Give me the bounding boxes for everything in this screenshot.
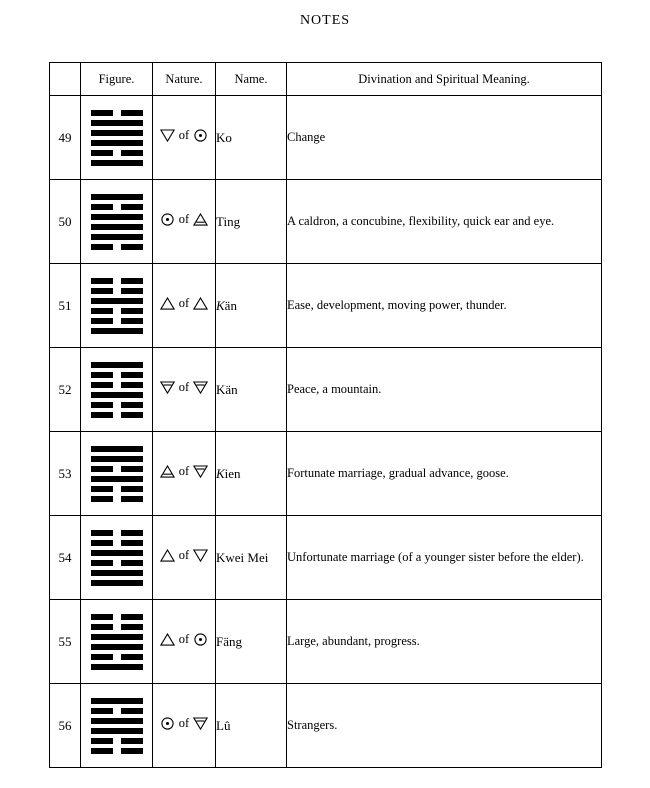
table-row [50,684,602,768]
hexagram-line-broken [91,244,143,250]
hexagram-nature-cell [153,516,216,600]
table-header-row [50,63,602,96]
hexagram-nature-cell [153,264,216,348]
hexagram-line-solid [91,214,143,220]
nature-formula [160,548,208,563]
hexagram-number: 52 [50,348,81,432]
circled-dot-icon [193,129,208,142]
hexagram-figure-cell [81,348,153,432]
hexagram-number: 49 [50,96,81,180]
hexagram-figure [91,110,143,166]
circled-dot-icon [160,213,175,226]
hexagram-line-broken [91,738,143,744]
hexagram-meaning: A caldron, a concubine, flexibility, quick ear and eye. [287,180,602,264]
header-number [50,63,81,96]
inverted-triangle-with-bar-icon [193,717,208,730]
circled-dot-icon [160,717,175,730]
hexagram-nature-cell [153,684,216,768]
hexagram-line-broken [91,614,143,620]
hexagram-line-solid [91,140,143,146]
page-title: NOTES [299,13,351,28]
hexagram-line-solid [91,664,143,670]
table-row [50,348,602,432]
hexagram-number: 53 [50,432,81,516]
hexagram-line-broken [91,466,143,472]
hexagram-line-broken [91,308,143,314]
hexagram-nature-cell [153,96,216,180]
hexagram-figure [91,194,143,250]
hexagram-line-broken [91,278,143,284]
hexagram-name: Lû [216,684,287,768]
hexagram-line-solid [91,120,143,126]
hexagram-figure [91,698,143,754]
nature-formula [160,380,208,395]
hexagram-figure-cell [81,684,153,768]
hexagram-number: 51 [50,264,81,348]
inverted-triangle-icon [193,549,208,562]
triangle-icon [160,633,175,646]
hexagram-line-broken [91,748,143,754]
nature-connector: of [178,716,190,730]
hexagram-line-solid [91,728,143,734]
hexagram-nature-cell [153,348,216,432]
hexagram-line-solid [91,718,143,724]
hexagram-line-solid [91,160,143,166]
hexagram-number: 55 [50,600,81,684]
hexagram-name: Ting [216,180,287,264]
inverted-triangle-with-bar-icon [193,465,208,478]
hexagram-figure-cell [81,180,153,264]
hexagram-line-broken [91,624,143,630]
hexagram-line-broken [91,402,143,408]
hexagram-number: 54 [50,516,81,600]
nature-formula [160,296,208,311]
hexagram-line-solid [91,362,143,368]
inverted-triangle-with-bar-icon [160,381,175,394]
hexagram-line-broken [91,540,143,546]
hexagram-figure [91,530,143,586]
hexagram-figure-cell [81,96,153,180]
hexagram-line-solid [91,234,143,240]
hexagram-line-broken [91,708,143,714]
header-meaning: Divination and Spiritual Meaning. [287,63,602,96]
nature-connector: of [178,380,190,394]
hexagram-figure [91,362,143,418]
hexagram-nature-cell [153,432,216,516]
nature-formula [160,632,208,647]
inverted-triangle-icon [160,129,175,142]
hexagram-meaning: Unfortunate marriage (of a younger sister before the elder). [287,516,602,600]
triangle-icon [160,549,175,562]
hexagram-figure-cell [81,516,153,600]
hexagram-line-solid [91,194,143,200]
hexagram-meaning: Ease, development, moving power, thunder. [287,264,602,348]
table-body [50,96,602,768]
hexagram-meaning: Strangers. [287,684,602,768]
hexagram-line-solid [91,392,143,398]
hexagram-line-broken [91,412,143,418]
hexagram-line-broken [91,496,143,502]
hexagram-line-broken [91,372,143,378]
hexagram-nature-cell [153,180,216,264]
hexagram-figure [91,614,143,670]
hexagram-line-solid [91,634,143,640]
hexagram-nature-cell [153,600,216,684]
hexagram-line-solid [91,580,143,586]
header-nature: Nature. [153,63,216,96]
hexagram-line-broken [91,530,143,536]
table-row [50,600,602,684]
header-name: Name. [216,63,287,96]
hexagram-line-broken [91,560,143,566]
hexagram-name: Kän [216,264,287,348]
nature-formula [160,128,208,143]
table-row [50,516,602,600]
hexagram-line-solid [91,644,143,650]
table-row [50,180,602,264]
hexagram-name: Ko [216,96,287,180]
nature-formula [160,464,208,479]
hexagram-meaning: Fortunate marriage, gradual advance, goose. [287,432,602,516]
inverted-triangle-with-bar-icon [193,381,208,394]
hexagram-number: 56 [50,684,81,768]
nature-formula [160,212,208,227]
hexagram-line-solid [91,550,143,556]
hexagram-figure [91,278,143,334]
hexagram-line-broken [91,204,143,210]
triangle-icon [160,297,175,310]
hexagram-figure-cell [81,264,153,348]
hexagram-line-solid [91,476,143,482]
header-figure: Figure. [81,63,153,96]
hexagram-line-broken [91,654,143,660]
triangle-with-bar-icon [160,465,175,478]
nature-connector: of [178,212,190,226]
hexagram-line-solid [91,328,143,334]
hexagram-line-solid [91,570,143,576]
nature-connector: of [178,296,190,310]
hexagram-figure [91,446,143,502]
hexagram-line-broken [91,110,143,116]
nature-connector: of [178,464,190,478]
hexagram-line-broken [91,288,143,294]
hexagram-line-solid [91,698,143,704]
hexagram-name: Kien [216,432,287,516]
hexagram-line-solid [91,456,143,462]
nature-connector: of [178,548,190,562]
hexagram-line-solid [91,446,143,452]
hexagram-table [49,62,602,768]
triangle-with-bar-icon [193,213,208,226]
hexagram-line-broken [91,150,143,156]
hexagram-name: Fäng [216,600,287,684]
hexagram-meaning: Change [287,96,602,180]
table-row [50,96,602,180]
hexagram-line-solid [91,224,143,230]
table-row [50,432,602,516]
circled-dot-icon [193,633,208,646]
nature-connector: of [178,128,190,142]
hexagram-number: 50 [50,180,81,264]
nature-formula [160,716,208,731]
hexagram-line-solid [91,298,143,304]
table-row [50,264,602,348]
hexagram-line-broken [91,382,143,388]
hexagram-name: Kwei Mei [216,516,287,600]
triangle-icon [193,297,208,310]
hexagram-line-broken [91,486,143,492]
hexagram-meaning: Large, abundant, progress. [287,600,602,684]
hexagram-figure-cell [81,600,153,684]
hexagram-meaning: Peace, a mountain. [287,348,602,432]
nature-connector: of [178,632,190,646]
hexagram-line-solid [91,130,143,136]
hexagram-figure-cell [81,432,153,516]
hexagram-line-broken [91,318,143,324]
hexagram-name: Kän [216,348,287,432]
